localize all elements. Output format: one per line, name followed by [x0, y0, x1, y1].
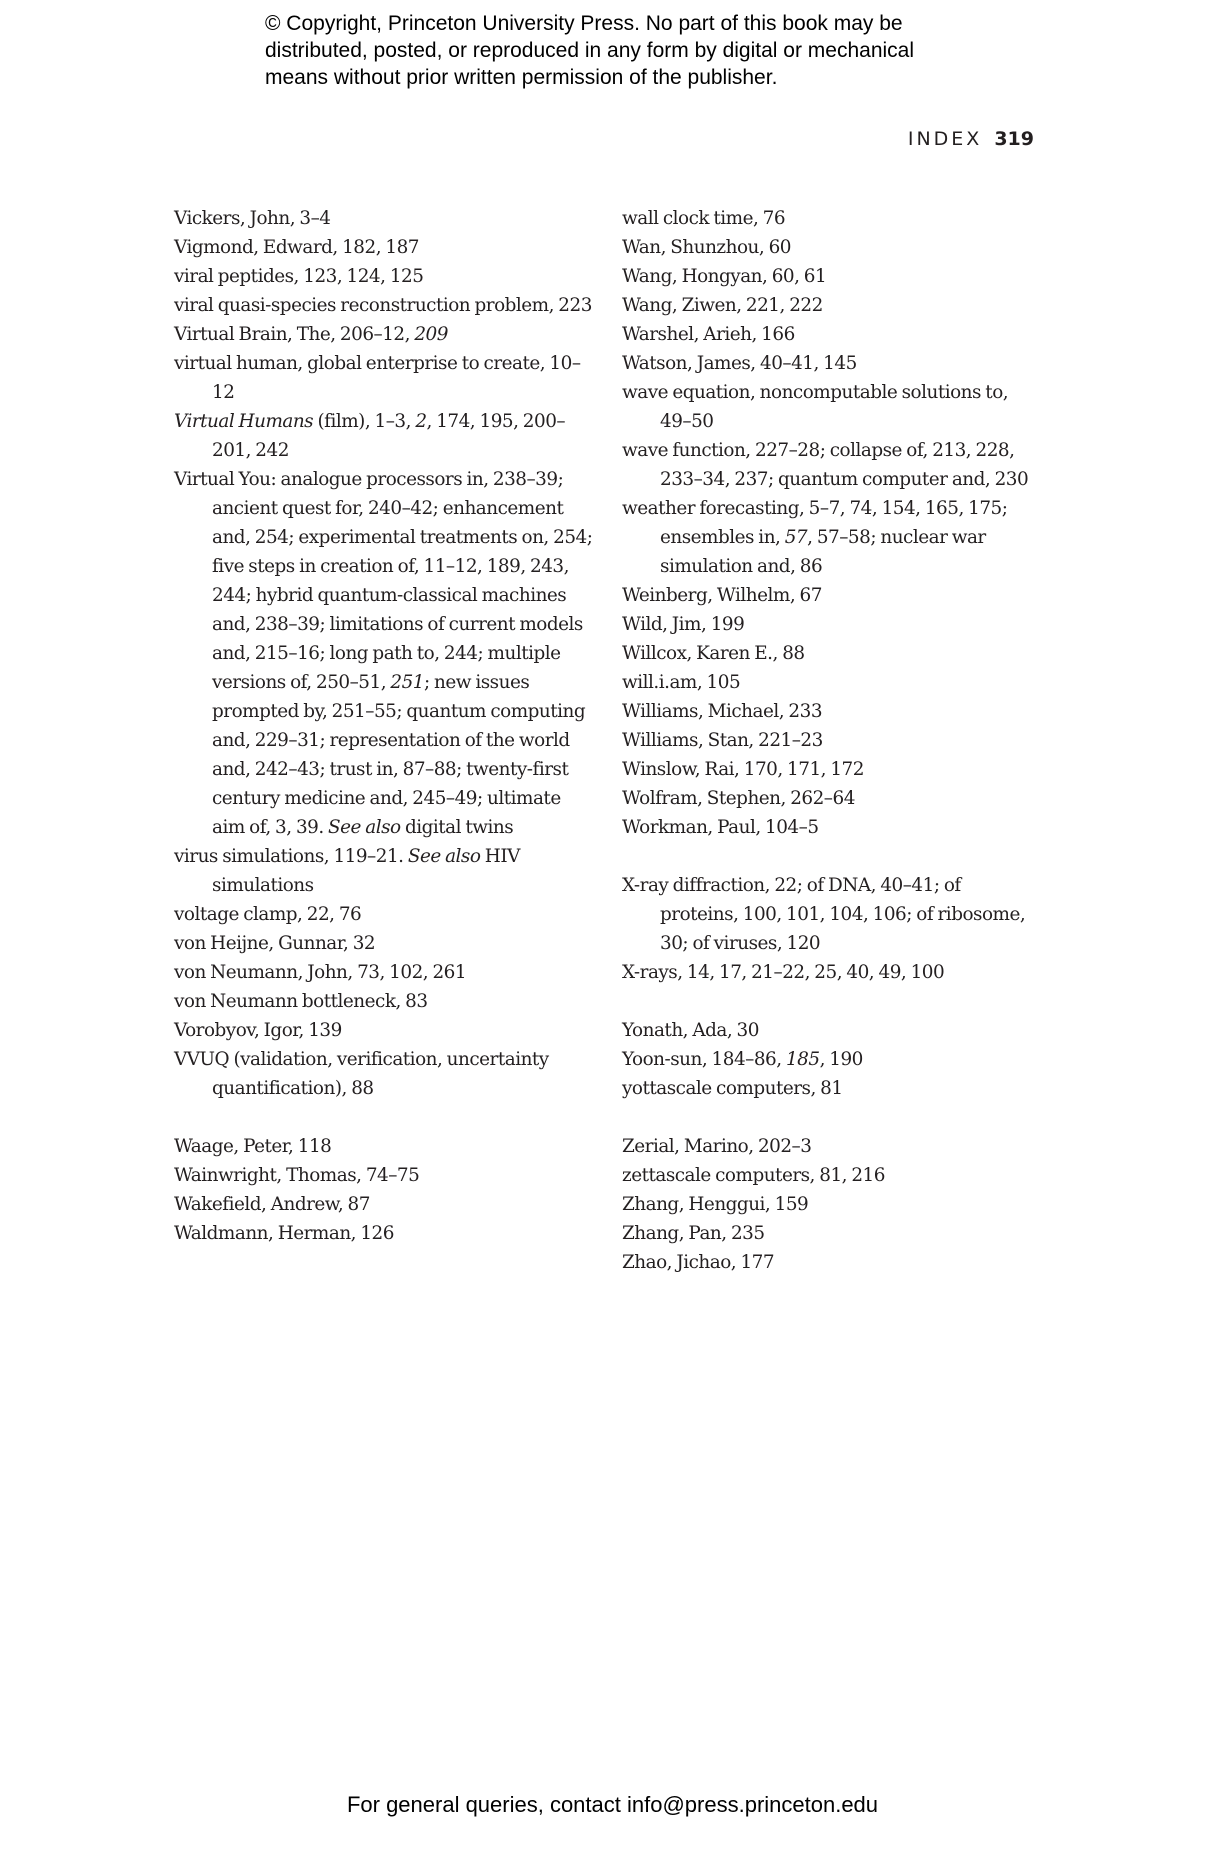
- entry-text: , 190: [819, 1049, 863, 1070]
- index-entry: [622, 697, 1042, 726]
- index-entry: [174, 465, 594, 842]
- running-head: [908, 128, 1034, 150]
- entry-text: weather forecasting, 5–7, 74, 154, 165, 175; ensembles in,: [622, 498, 1008, 548]
- entry-text: Waage, Peter, 118: [174, 1136, 332, 1157]
- entry-text: Zhang, Pan, 235: [622, 1223, 765, 1244]
- entry-text: digital twins: [400, 817, 514, 838]
- entry-text: Vorobyov, Igor, 139: [174, 1020, 342, 1041]
- index-entry: [174, 262, 594, 291]
- entry-text: Warshel, Arieh, 166: [622, 324, 795, 345]
- entry-text: Willcox, Karen E., 88: [622, 643, 805, 664]
- entry-italic: 2: [415, 411, 427, 432]
- index-entry: [174, 1190, 594, 1219]
- entry-text: Williams, Michael, 233: [622, 701, 823, 722]
- index-entry: [174, 1132, 594, 1161]
- entry-italic: 57: [784, 527, 808, 548]
- index-entry: [174, 900, 594, 929]
- index-entry: [622, 494, 1042, 581]
- index-entry: [174, 291, 594, 320]
- entry-text: Watson, James, 40–41, 145: [622, 353, 857, 374]
- entry-text: X-ray diffraction, 22; of DNA, 40–41; of proteins, 100, 101, 104, 106; of ribosome, 30; of viruses, 120: [622, 875, 1026, 954]
- index-entry: [622, 610, 1042, 639]
- index-entry: [622, 1132, 1042, 1161]
- index-entry: [174, 349, 594, 407]
- letter-gap: [174, 1103, 594, 1132]
- entry-text: Virtual You: analogue processors in, 238–39; ancient quest for, 240–42; enhancement and, 254; experimental treatments on, 254; five steps in creation of, 11–12, 189, 243, 244; hybrid quantum-classical machines and, 238–39; limitations of current models and, 215–16; long path to, 244; multiple versions of, 250–51,: [174, 469, 593, 693]
- index-entry: [622, 813, 1042, 842]
- index-entry: [622, 349, 1042, 378]
- index-entry: [622, 262, 1042, 291]
- index-column-right: [622, 204, 1042, 1277]
- index-entry: [622, 1219, 1042, 1248]
- index-entry: [622, 320, 1042, 349]
- copyright-line: © Copyright, Princeton University Press. No part of this book may be: [265, 12, 903, 35]
- entry-text: Yonath, Ada, 30: [622, 1020, 759, 1041]
- index-entry: [622, 871, 1042, 958]
- entry-text: Winslow, Rai, 170, 171, 172: [622, 759, 864, 780]
- entry-text: will.i.am, 105: [622, 672, 741, 693]
- index-entry: [174, 407, 594, 465]
- letter-gap: [622, 842, 1042, 871]
- entry-text: Yoon-sun, 184–86,: [622, 1049, 786, 1070]
- page-number: 319: [994, 128, 1034, 150]
- entry-text: wave equation, noncomputable solutions to, 49–50: [622, 382, 1009, 432]
- entry-text: HIV simulations: [212, 846, 520, 896]
- entry-text: Workman, Paul, 104–5: [622, 817, 819, 838]
- entry-text: yottascale computers, 81: [622, 1078, 843, 1099]
- footer-contact: For general queries, contact info@press.princeton.edu: [346, 1792, 879, 1817]
- index-entry: [622, 755, 1042, 784]
- index-entry: [622, 1248, 1042, 1277]
- index-entry: [174, 1161, 594, 1190]
- entry-italic: 251: [390, 672, 424, 693]
- index-entry: [622, 204, 1042, 233]
- section-title: INDEX: [907, 128, 983, 150]
- index-entry: [622, 581, 1042, 610]
- entry-text: Zhang, Henggui, 159: [622, 1194, 809, 1215]
- entry-text: Virtual Brain, The, 206–12,: [174, 324, 415, 345]
- entry-text: VVUQ (validation, verification, uncertainty quantification), 88: [174, 1049, 549, 1099]
- copyright-line: means without prior written permission of the publisher.: [265, 66, 778, 89]
- letter-gap: [622, 987, 1042, 1016]
- index-entry: [622, 958, 1042, 987]
- entry-text: Weinberg, Wilhelm, 67: [622, 585, 822, 606]
- index-entry: [174, 929, 594, 958]
- index-entry: [622, 668, 1042, 697]
- entry-text: Vickers, John, 3–4: [174, 208, 331, 229]
- entry-text: Wang, Ziwen, 221, 222: [622, 295, 823, 316]
- copyright-line: distributed, posted, or reproduced in any form by digital or mechanical: [265, 39, 915, 62]
- entry-italic: 185: [785, 1049, 820, 1070]
- entry-text: Wang, Hongyan, 60, 61: [622, 266, 827, 287]
- entry-text: viral peptides, 123, 124, 125: [174, 266, 424, 287]
- index-entry: [622, 233, 1042, 262]
- index-entry: [622, 1074, 1042, 1103]
- entry-text: von Heijne, Gunnar, 32: [174, 933, 376, 954]
- entry-text: , 174, 195, 200–201, 242: [212, 411, 566, 461]
- entry-text: Wild, Jim, 199: [622, 614, 745, 635]
- entry-italic: See also: [407, 846, 481, 867]
- entry-text: Zhao, Jichao, 177: [622, 1252, 775, 1273]
- index-entry: [622, 639, 1042, 668]
- entry-text: voltage clamp, 22, 76: [174, 904, 362, 925]
- index-entry: [174, 958, 594, 987]
- index-entry: [622, 291, 1042, 320]
- entry-text: Wakefield, Andrew, 87: [174, 1194, 370, 1215]
- entry-text: virtual human, global enterprise to create, 10–12: [174, 353, 581, 403]
- index-entry: [174, 987, 594, 1016]
- index-entry: [174, 204, 594, 233]
- entry-text: X-rays, 14, 17, 21–22, 25, 40, 49, 100: [622, 962, 945, 983]
- index-entry: [622, 726, 1042, 755]
- entry-text: Vigmond, Edward, 182, 187: [174, 237, 419, 258]
- entry-italic: 209: [414, 324, 448, 345]
- index-entry: [174, 1016, 594, 1045]
- entry-text: Wan, Shunzhou, 60: [622, 237, 791, 258]
- index-entry: [622, 378, 1042, 436]
- index-entry: [622, 1045, 1042, 1074]
- copyright-notice: [265, 10, 1025, 91]
- index-entry: [174, 1219, 594, 1248]
- entry-text: wave function, 227–28; collapse of, 213, 228, 233–34, 237; quantum computer and, 230: [622, 440, 1029, 490]
- index-entry: [622, 1161, 1042, 1190]
- entry-text: ; new issues prompted by, 251–55; quantum computing and, 229–31; representation of the world and, 242–43; trust in, 87–88; twenty-first century medicine and, 245–49; ultimate aim of, 3, 39.: [212, 672, 586, 838]
- entry-text: virus simulations, 119–21.: [174, 846, 408, 867]
- entry-text: Wolfram, Stephen, 262–64: [622, 788, 855, 809]
- index-entry: [174, 233, 594, 262]
- index-entry: [622, 1190, 1042, 1219]
- index-entry: [174, 1045, 594, 1103]
- entry-text: Williams, Stan, 221–23: [622, 730, 823, 751]
- index-entry: [174, 842, 594, 900]
- letter-gap: [622, 1103, 1042, 1132]
- entry-text: wall clock time, 76: [622, 208, 786, 229]
- entry-text: von Neumann, John, 73, 102, 261: [174, 962, 467, 983]
- entry-text: Waldmann, Herman, 126: [174, 1223, 394, 1244]
- entry-text: von Neumann bottleneck, 83: [174, 991, 428, 1012]
- index-entry: [622, 784, 1042, 813]
- index-column-left: [174, 204, 594, 1248]
- entry-italic: See also: [328, 817, 401, 838]
- entry-text: Zerial, Marino, 202–3: [622, 1136, 812, 1157]
- index-entry: [622, 436, 1042, 494]
- index-entry: [174, 320, 594, 349]
- index-entry: [622, 1016, 1042, 1045]
- entry-text: zettascale computers, 81, 216: [622, 1165, 885, 1186]
- entry-text: (film), 1–3,: [313, 411, 416, 432]
- entry-text: Wainwright, Thomas, 74–75: [174, 1165, 420, 1186]
- entry-text: viral quasi-species reconstruction problem, 223: [174, 295, 592, 316]
- entry-italic: Virtual Humans: [174, 411, 314, 432]
- entry-text: , 57–58; nuclear war simulation and, 86: [660, 527, 986, 577]
